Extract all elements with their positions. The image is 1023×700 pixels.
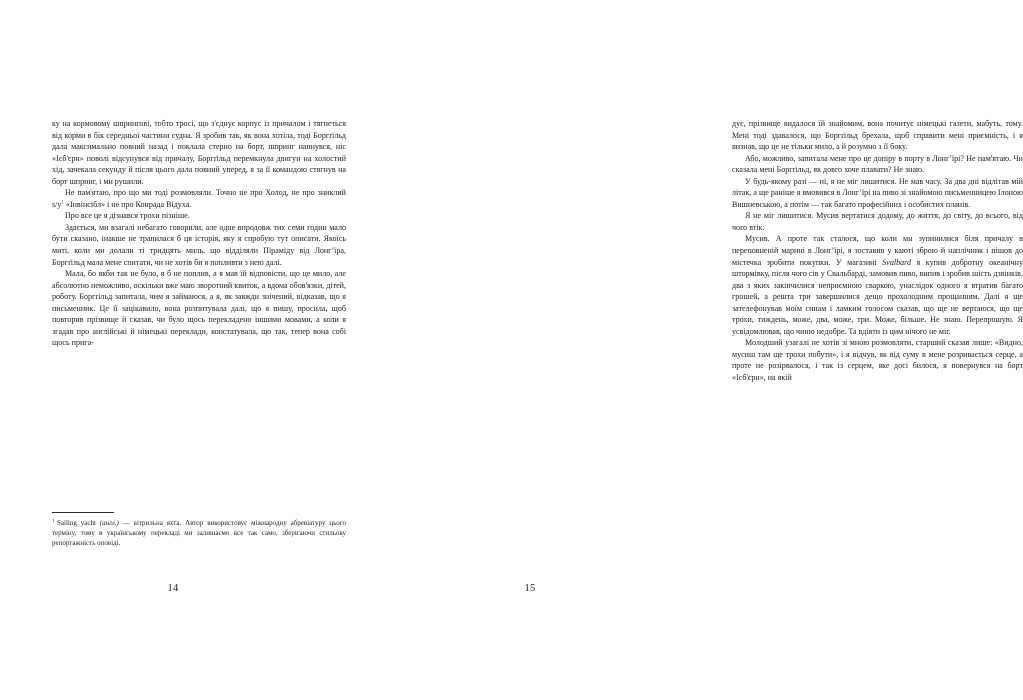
paragraph-text-before-italic: Мусив. А проте так сталося, що коли ми зупинилися біля причалу в переповненій марині в Лонгʼїрі, я зоставив у каюті зброю й наплічник і пішов до містечка зробити покупки. У магазині [732, 234, 1023, 267]
paragraph-text-after-italic: я купив добротну океанічну штормівку, після чого сів у Свальбарді, замовив пиво, випив і зробив шість дзвінків, два з яких закінчилися неприємною сваркою, унаслідок одного я втратив багато грошей, а решта три завершилися дещо прохолодним прощанням. Далі я ще зателефонував моїм синам і ламким голосом сказав, що ще не вертаюся, що ще трохи, тиждень, може, два, може, три. Може, більше. Не знаю. Перепрошую. Я усвідомлював, що чиню недобре. Та вдіяти із цим нічого не міг. [732, 257, 1023, 336]
paragraph: Молодший узагалі не хотів зі мною розмовляти, старший сказав лише: «Видно, мусиш там ще трохи побути», і я відчув, як від суму в мене розривається серце, а проте не розірвалося, і так із серцем, яке досі билося, я повернувся на борт «Ісб'єрн», на якій [732, 338, 1023, 383]
paragraph-text-after-ref: «Інвінсібл» і не про Конрада Відуха. [63, 199, 192, 209]
paragraph-text-before-ref: Не пам'ятаю, про що ми тоді розмовляли. Точно не про Холод, не про зниклий s/y [52, 188, 346, 209]
left-page-textblock [52, 118, 346, 349]
footnote-term: Sailing yacht [57, 519, 100, 527]
footnote-separator-rule [52, 512, 114, 513]
paragraph: Про все це я дізнався трохи пізніше. [65, 211, 190, 221]
page-number-right: 15 [524, 583, 536, 594]
paragraph: Здається, ми взагалі небагато говорили, але одне впродовж тих семи годин мало бути сказано, інакше не трапилася б ця історія, яку я спробую тут описати. Якоїсь миті, коли ми долали ті тридцять миль, що відділяли Піраміду від Лонгʼїра, Боргґільд мала мене спитати, чи не хотів би я попливти з нею далі. [52, 222, 346, 267]
paragraph-with-footnote-ref [52, 187, 346, 210]
paragraph-with-italic-shop-name [732, 233, 1023, 337]
footnote-block [52, 512, 346, 549]
footnote-text [52, 518, 346, 549]
right-page [350, 0, 1023, 700]
shop-name-italic: Svalbard [882, 257, 912, 267]
paragraph: Я не міг лишитися. Мусив вертатися додому, до життя, до світу, до всього, від чого втік. [732, 211, 1023, 232]
paragraph: Мала, бо якби так не було, я б не поплив, а я мав їй відповісти, що це мило, але абсолютно неможливо, оскільки вже маю зворотний квиток, а вдома обов'язки, дітей, роботу. Боргґільд запитала, чим я займаюся, а я, як завжди знічений, відказав, що я письменник. Це її зацікавило, вона розпитувала далі, що я пишу, просила, щоб повторив прізвище й сказав, чи було щось перекладено іншими мовами, а коли я згадав про англійські й німецькі переклади, констатувала, що так, тепер вона собі щось прига- [52, 269, 346, 348]
footnote-language-label: (англ.) [99, 519, 119, 527]
left-page [0, 0, 350, 700]
footnote-body: — вітрильна яхта. Автор використовує міжнародну абревіатуру цього терміну, тому в українському перекладі ми залишаємо все так само, зберігаючи стильову репортажність оповіді. [52, 519, 346, 548]
paragraph: дує, прізвище видалося їй знайомим, вона почитує німецькі газети, мабуть, тому. Мені тоді здавалося, що Боргґільд брехала, щоб справити мені приємність, і я визнав, що це не тільки мило, а й розумно з її боку. [732, 119, 1023, 152]
right-page-textblock [732, 118, 1023, 384]
footnote-reference-marker[interactable]: 1 [61, 200, 64, 206]
page-number-left: 14 [167, 583, 179, 594]
paragraph: Або, можливо, запитала мене про це допіру в порту в Лонгʼїрі? Не пам'ятаю. Чи сказала мені Боргґільд, як довго хоче плавати? Не знаю. [732, 153, 1023, 175]
footnote-marker: 1 [52, 518, 55, 524]
paragraph: У будь-якому разі — ні, я не міг лишитися. Не мав часу. За два дні відлітав мій літак, а ще раніше я вмовився в Лонгʼїрі на пиво зі знайомою письменницею Ілоною Вишневською, а потім — так багато професійних і особистих планів. [732, 176, 1023, 209]
paragraph: ку на кормовому шпрингові, тобто тросі, що з'єднує корпус із причалом і тягнеться від корми в бік середньої частини судна. Я зробив так, як вона хотіла, тоді Боргґільд дала максимально повний назад і поклала стерно на борт, шпринг напнувся, ніс «Ісб'єрн» поволі відсунувся від причалу, Боргґільд перемкнула двигун на холостий хід, зачекала секунду й після цього дала повний уперед, я за її командою стягнув на борт шпринг, і ми рушили. [52, 119, 346, 186]
